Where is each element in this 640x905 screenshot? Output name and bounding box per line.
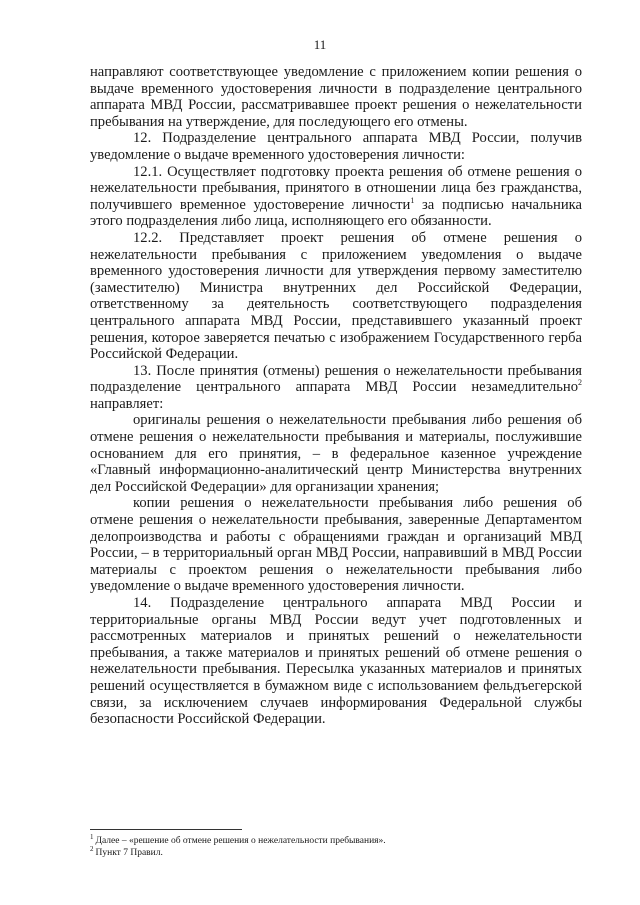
page-number: 11 bbox=[313, 37, 327, 52]
footnote-text: Пункт 7 Правил. bbox=[95, 848, 163, 858]
paragraph-item-12: 12. Подразделение центрального аппарата МВД России, получив уведомление о выдаче временного удостоверения личности: bbox=[90, 130, 582, 163]
footnote-text: Далее – «решение об отмене решения о нежелательности пребывания». bbox=[95, 836, 386, 846]
paragraph-item-14: 14. Подразделение центрального аппарата МВД России и территориальные органы МВД России ведут учет подготовленных и рассмотренных материалов и принятых решений о нежелательности пребывания, а также материалов и принятых решений об отмене решения о нежелательности пребывания. Пересылка указанных материалов и принятых решений осуществляется в бумажном виде с использованием фельдъегерской связи, за исключением случаев информирования Федеральной службы безопасности Российской Федерации. bbox=[90, 595, 582, 728]
paragraph-text: направляет: bbox=[90, 395, 164, 412]
paragraph-copies: копии решения о нежелательности пребывания либо решения об отмене решения о нежелательности пребывания, заверенные Департаментом делопроизводства и работы с обращениями граждан и организаций МВД России, – в территориальный орган МВД России, направивший в МВД России материалы с проектом решения о нежелательности пребывания либо уведомление о выдаче временного удостоверения личности. bbox=[90, 495, 582, 595]
document-body bbox=[90, 64, 582, 728]
footnote-divider bbox=[90, 829, 242, 830]
paragraph-item-12-2: 12.2. Представляет проект решения об отмене решения о нежелательности пребывания с приложением уведомления о выдаче временного удостоверения личности для утверждения первому заместителю (заместителю) Министра внутренних дел Российской Федерации, ответственному за деятельность соответствующего подразделения центрального аппарата МВД России, представившего указанный проект решения, которое заверяется печатью с изображением Государственного герба Российской Федерации. bbox=[90, 229, 582, 363]
footnotes bbox=[90, 832, 582, 859]
footnote-reference: 2 bbox=[578, 378, 582, 388]
paragraph-originals: оригиналы решения о нежелательности пребывания либо решения об отмене решения о нежелательности пребывания и материалы, послужившие основанием для его принятия, – в федеральное казенное учреждение «Главный информационно-аналитический центр Министерства внутренних дел Российской Федерации» для организации хранения; bbox=[90, 412, 582, 495]
paragraph-text: 12.1. Осуществляет подготовку проекта решения об отмене решения о нежелательности пребывания, принятого в отношении лица без гражданства, получившего временное удостоверение личности bbox=[90, 163, 582, 213]
footnote bbox=[90, 844, 582, 859]
paragraph-item-12-1 bbox=[90, 164, 582, 230]
footnote-reference: 1 bbox=[410, 195, 415, 205]
paragraph-text: 13. После принятия (отмены) решения о нежелательности пребывания подразделение центрального аппарата МВД России незамедлительно bbox=[90, 362, 582, 396]
paragraph-item-13 bbox=[90, 363, 582, 413]
footnote-mark: 1 bbox=[90, 832, 94, 841]
paragraph-text: за подписью начальника этого подразделения либо лица, исполняющего его обязанности. bbox=[90, 196, 582, 230]
footnote-mark: 2 bbox=[90, 844, 94, 853]
paragraph-continuation: направляют соответствующее уведомление с приложением копии решения о выдаче временного удостоверения личности в подразделение центрального аппарата МВД России, рассматривавшее проект решения о нежелательности пребывания на утверждение, для последующего его отмены. bbox=[90, 64, 582, 130]
footnote bbox=[90, 832, 582, 847]
